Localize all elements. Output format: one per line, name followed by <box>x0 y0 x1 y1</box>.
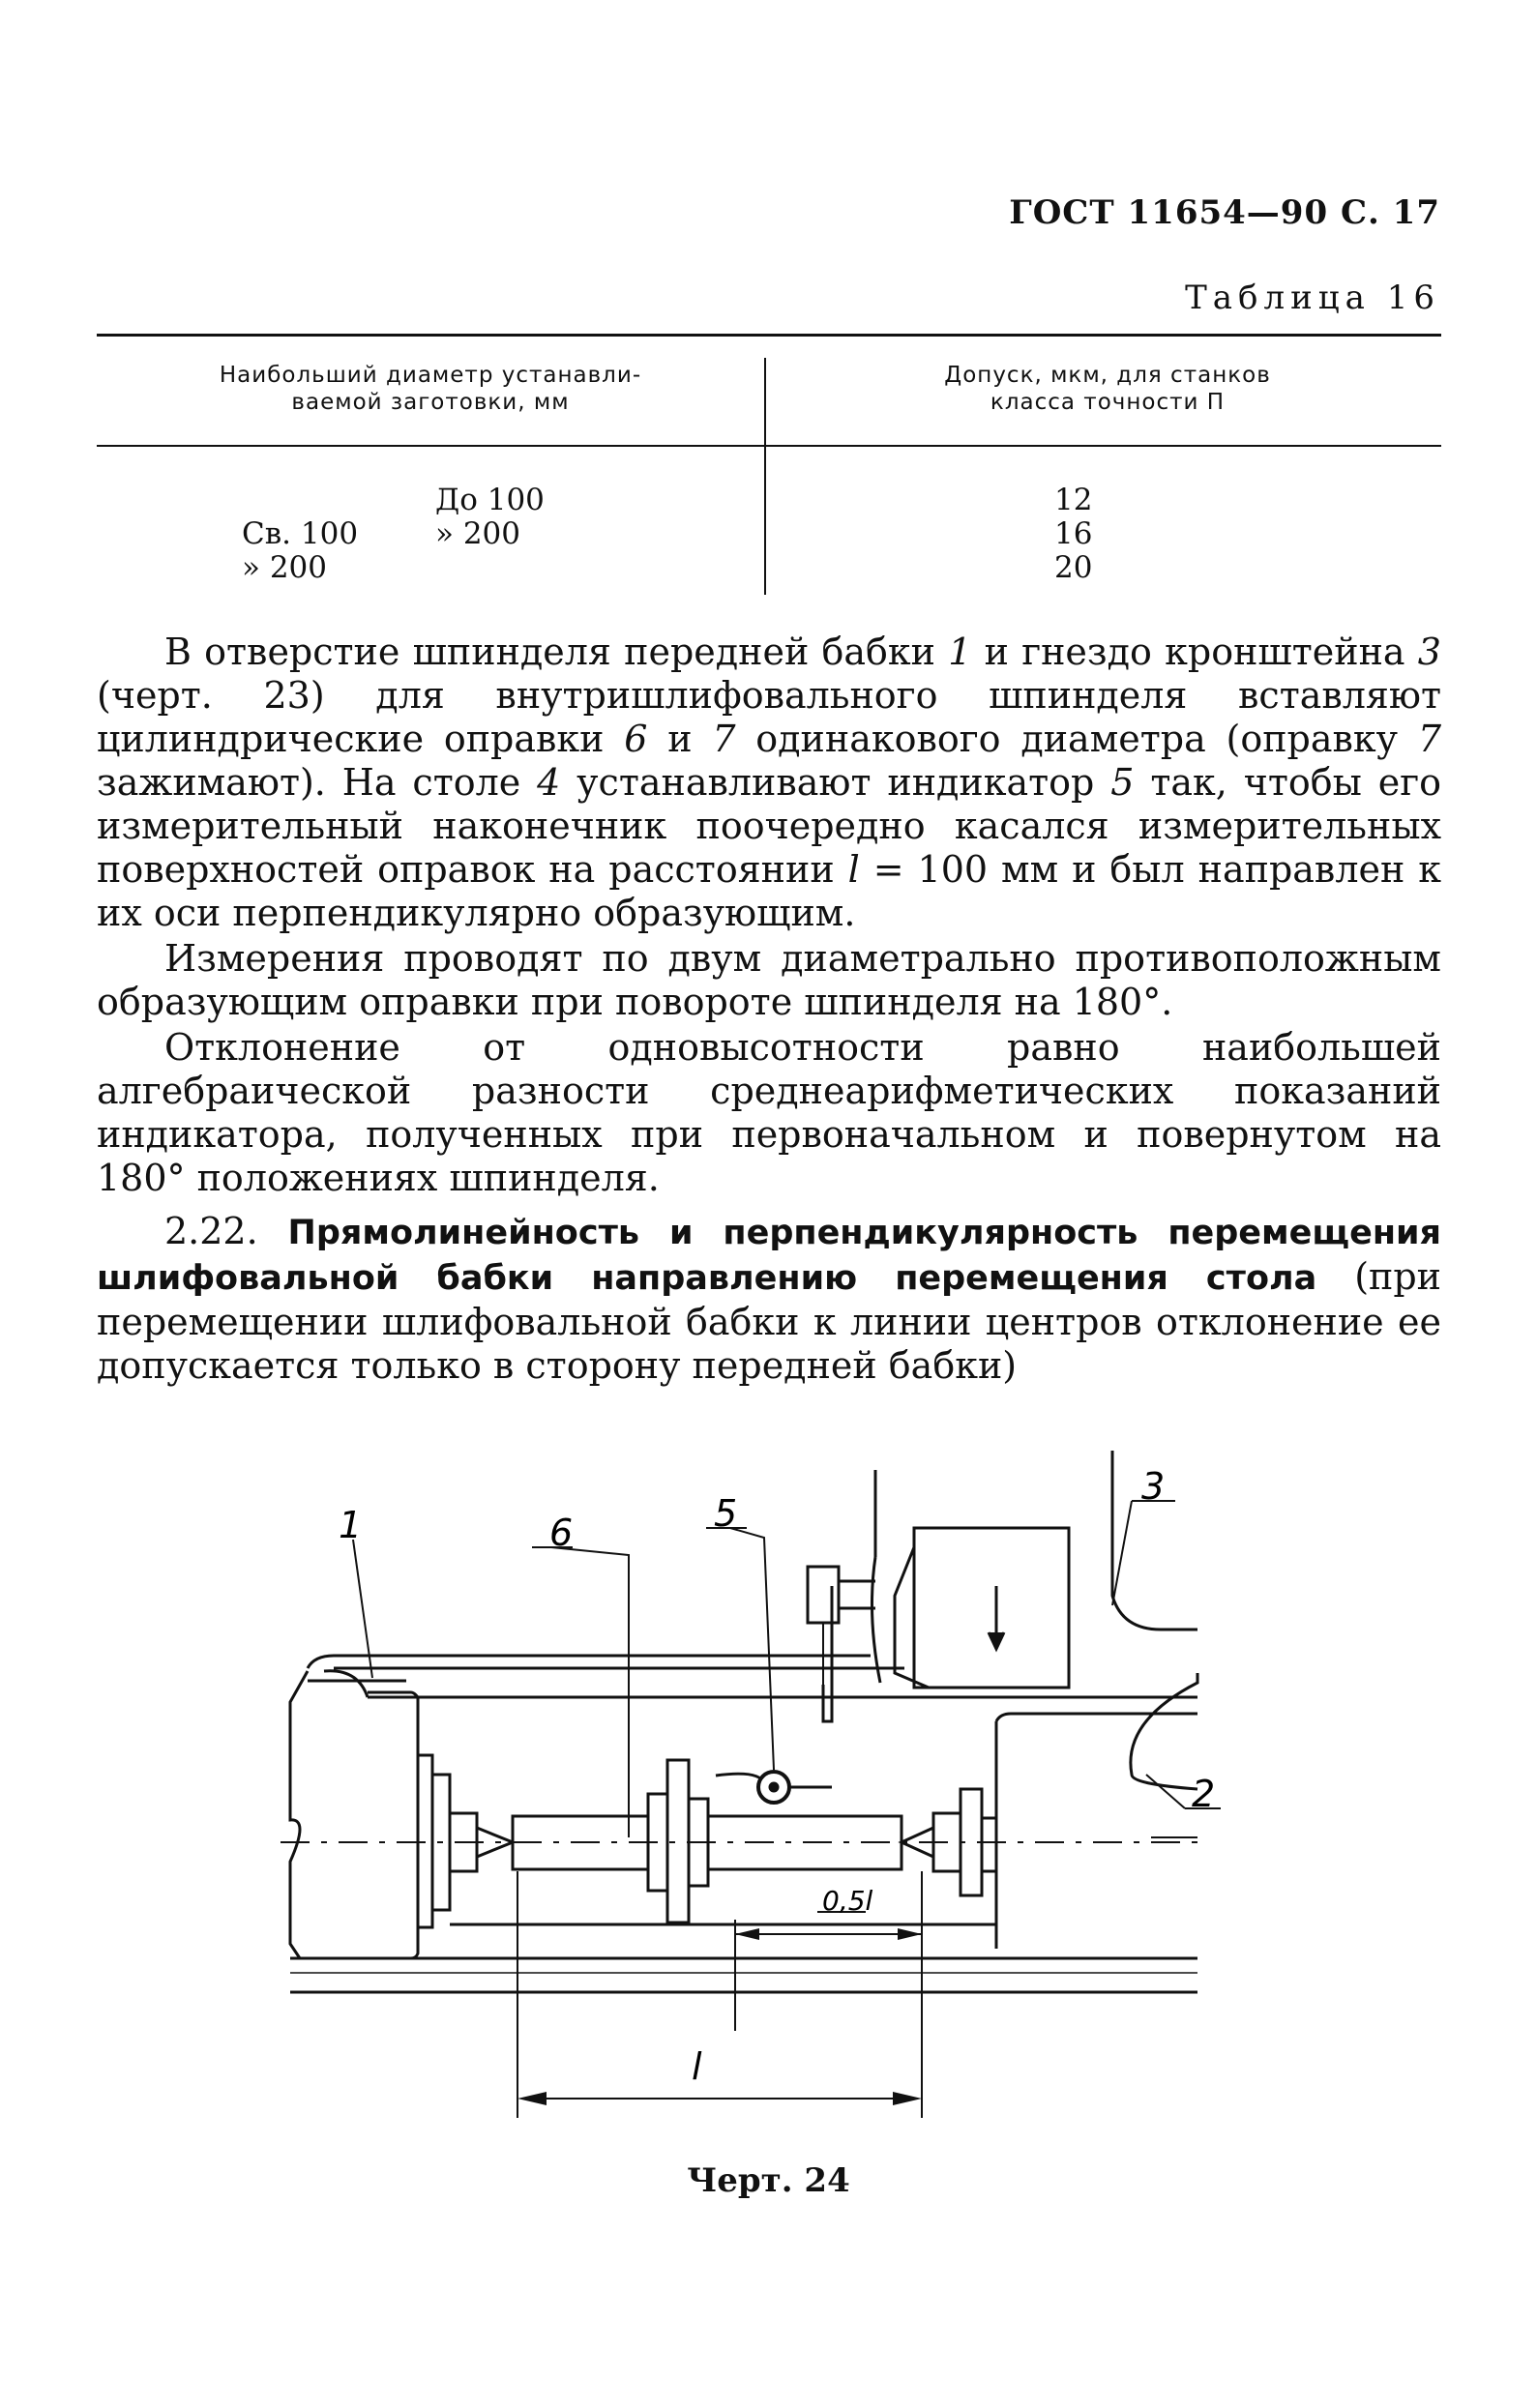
bracket-body <box>914 1528 1069 1688</box>
paragraph-setup: В отверстие шпинделя передней бабки 1 и гнездо кронштейна 3 (черт. 23) для внутришлифовального шпинделя вставляют цилиндрические оправки 6 и 7 одинакового диаметра (оправку 7 зажимают). На столе 4 устанавливают индикатор 5 так, чтобы его измерительный наконечник поочередно касался измерительных поверхностей оправок на расстоянии l = 100 мм и был направлен к их оси перпендикулярно образующим. <box>97 631 1442 934</box>
paragraph-deviation: Отклонение от одновысотности равно наибольшей алгебраической разности среднеарифметических показаний индикатора, полученных при первоначальном и повернутом на 180° положениях шпинделя. <box>97 1026 1441 1199</box>
dimension-l: l <box>692 2045 702 2088</box>
table-top-rule <box>97 334 1441 337</box>
table-caption: Таблица 16 <box>1185 279 1440 317</box>
figure-24-diagram <box>0 1431 1537 2147</box>
dimension-half-l: 0,5l <box>822 1885 873 1917</box>
paragraph-measurement: Измерения проводят по двум диаметрально противоположным образующим оправки при повороте шпинделя на 180°. <box>97 937 1441 1023</box>
label-3: 3 <box>1141 1465 1166 1508</box>
col2-header: Допуск, мкм, для станков класса точности П <box>944 363 1271 415</box>
label-2: 2 <box>1192 1773 1216 1815</box>
table-header-rule <box>97 445 1441 447</box>
label-5: 5 <box>714 1492 738 1535</box>
body-text <box>97 631 1441 1388</box>
indicator-holder <box>808 1567 839 1623</box>
col1-header: Наибольший диаметр устанавли- ваемой заготовки, мм <box>219 363 642 415</box>
label-1: 1 <box>339 1504 363 1546</box>
section-2-22: 2.22. Прямолинейность и перпендикулярность перемещения шлифовальной бабки направлению перемещения стола (при перемещении шлифовальной бабки к линии центров отклонение ее допускается только в сторону передней бабки) <box>97 1210 1441 1387</box>
figure-caption: Черт. 24 <box>687 2161 850 2200</box>
page-header: ГОСТ 11654—90 С. 17 <box>1009 193 1440 232</box>
table-column-divider <box>764 358 766 595</box>
label-6: 6 <box>549 1512 574 1554</box>
